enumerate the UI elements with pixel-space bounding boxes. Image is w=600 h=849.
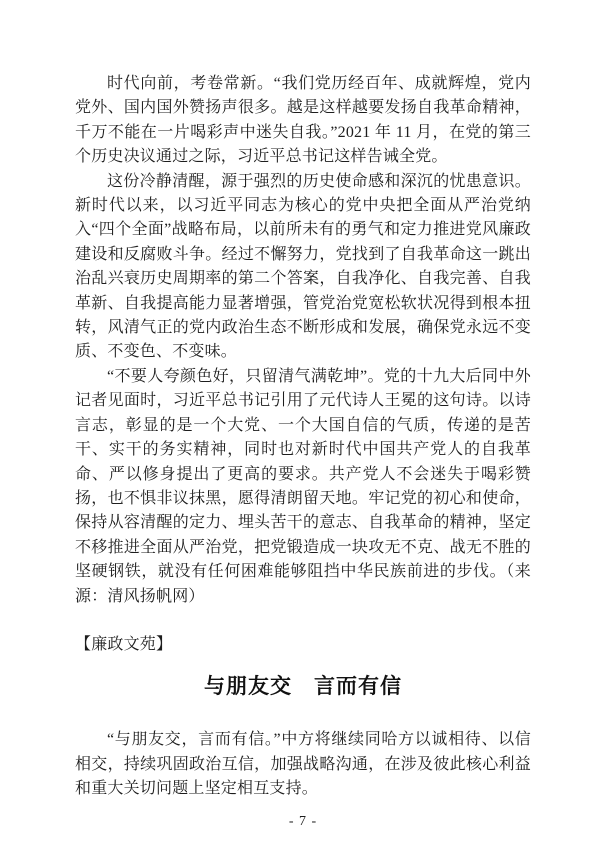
paragraph-friendship-trust: “与朋友交，言而有信。”中方将继续同哈方以诚相待、以信相交，持续巩固政治互信，加强战略沟通，在涉及彼此核心利益和重大关切问题上坚定相互支持。: [75, 731, 531, 798]
paragraph-era-exam: 时代向前，考卷常新。“我们党历经百年、成就辉煌，党内党外、国内国外赞扬声很多。越是这样越要发扬自我革命精神，千万不能在一片喝彩声中迷失自我。”2021 年 11 月，在党的第三个历史决议通过之际，习近平总书记这样告诫全党。: [75, 75, 531, 166]
document-body: [75, 72, 531, 832]
paragraph-poem-quote: “不要人夸颜色好，只留清气满乾坤”。党的十九大后同中外记者见面时，习近平总书记引用了元代诗人王冕的这句诗。以诗言志，彰显的是一个大党、一个大国自信的气质，传递的是苦干、实干的务实精神，同时也对新时代中国共产党人的自我革命、严以修身提出了更高的要求。共产党人不会迷失于喝彩赞扬，也不惧非议抹黑，愿得清朗留天地。牢记党的初心和使命，保持从容清醒的定力、埋头苦干的意志、自我革命的精神，坚定不移推进全面从严治党，把党锻造成一块攻无不克、战无不胜的坚硬钢铁，就没有任何困难能够阻挡中华民族前进的步伐。（来源：清风扬帆网）: [75, 367, 531, 605]
page-number: - 7 -: [288, 813, 318, 829]
article-title: 与朋友交 言而有信: [204, 675, 402, 699]
section-header-lianzheng-wenyuan: 【廉政文苑】: [75, 635, 173, 653]
paragraph-historical-mission: 这份冷静清醒，源于强烈的历史使命感和深沉的忧患意识。新时代以来，以习近平同志为核心的党中央把全面从严治党纳入“四个全面”战略布局，以前所未有的勇气和定力推进党风廉政建设和反腐败斗争。经过不懈努力，党找到了自我革命这一跳出治乱兴衰历史周期率的第二个答案，自我净化、自我完善、自我革新、自我提高能力显著增强，管党治党宽松软状况得到根本扭转，风清气正的党内政治生态不断形成和发展，确保党永远不变质、不变色、不变味。: [75, 172, 531, 361]
